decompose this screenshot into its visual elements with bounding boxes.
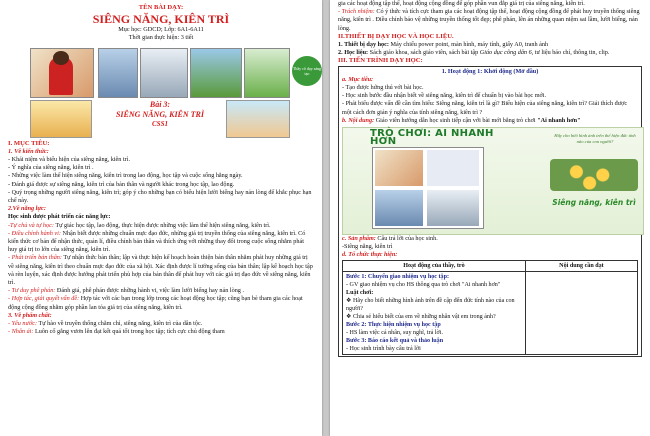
list-item: - Đánh giá được sự siêng năng, kiên trì của bản thân và người khác trong học tập, lao động. <box>8 180 235 188</box>
list-item <box>8 230 314 255</box>
list-item-text: Tự nhận thức bản thân; lập và thực hiện kế hoạch hoàn thiện bản thân nhằm phát huy những giá trị về siêng năng, kiên trì theo chuẩn mực đạo đức của xã hội. Xác định được lí tưởng sống của bản thân; lập kế hoạch học tập và rèn luyện, xác định được hướng phát triển phù hợp của bản thân để phát huy với các giá trị đạo đức về siêng năng, kiên trì. <box>8 254 313 287</box>
slide-title <box>98 100 222 136</box>
lesson-label: TÊN BÀI DẠY: <box>138 4 184 11</box>
equipment-text: Máy chiếu power point, màn hình, máy tính, giấy A0, tranh ảnh <box>390 41 549 49</box>
list-item-label: - Điều chỉnh hành vi: <box>8 229 61 237</box>
list-item <box>8 295 314 311</box>
product-text: Câu trả lời của học sinh. <box>377 235 438 243</box>
content-label: b. Nội dung: <box>342 116 375 124</box>
quality-list <box>8 320 314 336</box>
section-process: III. TIẾN TRÌNH DẠY HỌC: <box>338 57 423 65</box>
step-1-title: Bước 1: Chuyển giao nhiệm vụ học tập: <box>346 273 450 280</box>
list-item <box>8 222 314 230</box>
list-item-label: -Tự chủ và tự học: <box>8 221 54 229</box>
tree-photo <box>244 48 290 98</box>
responsibility-text: Có ý thức và tích cực tham gia các hoạt động tập thể, hoạt động cộng đồng để phát huy truyền thống siêng năng, kiên trì . Điều chỉnh bảo vệ những truyền thống tốt đẹp; phê phán, lên án những quan niệm sai lầm, lười biếng, nản lòng. <box>338 8 640 32</box>
logo-badge <box>292 56 322 86</box>
step-1-text: - GV giao nhiệm vụ cho HS thông qua trò chơi "Ai nhanh hơn" <box>346 281 501 288</box>
list-item <box>8 287 314 295</box>
list-item: - Học sinh bước đầu nhận biết về siêng năng, kiên trì để chuẩn bị vào bài học mới. <box>342 92 547 100</box>
slide-title-3: CSS1 <box>152 119 168 128</box>
list-item: - Khái niệm và biểu hiện của siêng năng, kiên trì. <box>8 156 130 164</box>
responsibility-paragraph <box>338 8 642 33</box>
content-game: "Ai nhanh hơn" <box>537 116 581 124</box>
list-item-text: Tự giác học tập, lao động, thực hiện được những việc làm thể hiện siêng năng, kiên trì. <box>55 221 271 229</box>
list-item-text: Hợp tác với các bạn trong lớp trong các hoạt động học tập; cũng bạn bè tham gia các hoạt động cộng đồng nhằm góp phần lan tỏa giá trị của siêng năng, kiên trì. <box>8 295 303 311</box>
table-row <box>343 271 638 354</box>
materials-text-c: tư liệu báo chí, thông tin, clip. <box>534 49 610 57</box>
step-3-text: - Học sinh trình bày câu trả lời <box>346 345 421 352</box>
lesson-cover-image <box>8 46 322 138</box>
banner-fruit-image <box>550 159 638 191</box>
product-line <box>342 235 638 243</box>
step-2-title: Bước 2: Thực hiện nhiệm vụ học tập <box>346 321 441 328</box>
materials-text-b: Giáo dục công dân 6, <box>479 49 534 57</box>
duration-line: Thời gian thực hiện: 3 tiết <box>128 34 194 42</box>
capacity-list <box>8 222 314 312</box>
list-item <box>8 328 314 336</box>
logo-text: Thầy cô dạy sáng tạo <box>292 65 322 76</box>
rules-label: Luật chơi: <box>346 289 374 296</box>
activity-box <box>338 66 642 357</box>
banner-photo-grid <box>372 147 484 229</box>
product-line-2: -Siêng năng, kiên trì <box>342 243 393 251</box>
list-item-label: - Nhân ái: <box>8 328 34 336</box>
list-item-text: Nhận biết được những chuẩn mực đạo đức, những giá trị truyền thống của siêng năng, kiên trì. Có kiến thức cơ bản để nhận thức, quản lí, điều chỉnh bản thân và thích ứng với những thay đổi trong cuộc sống nhằm phát huy giá trị to lớn của siêng năng, kiên trì. <box>8 229 306 254</box>
responsibility-label: - Trách nhiệm: <box>338 8 375 16</box>
equipment-line <box>338 41 642 49</box>
list-item-text: Tự hào về truyền thống chăm chỉ, siêng năng, kiên trì của dân tộc. <box>38 320 203 328</box>
right-document-page <box>330 0 650 436</box>
capacity-intro: Học sinh được phát triển các năng lực: <box>8 213 111 221</box>
list-item: - Quý trọng những người siêng năng, kiên trì; góp ý cho những bạn có biểu hiện lười biếng hay nản lòng để khắc phục hạn chế này. <box>8 188 312 205</box>
list-item: - Những việc làm thể hiện siêng năng, kiên trì trong lao động, học tập và cuộc sống hằng ngày. <box>8 172 243 180</box>
product-label: c. Sản phẩm: <box>342 235 376 243</box>
list-item: - Tạo được hứng thú với bài học. <box>342 84 424 92</box>
slide-title-2: SIÊNG NĂNG, KIÊN TRÌ <box>115 109 205 119</box>
table-cell-content <box>525 271 637 354</box>
continued-text: gia các hoạt động tập thể, hoạt động cộng đồng để góp phần vun đắp giá trị của siêng năng, kiên trì. <box>338 0 585 7</box>
list-item-label: - Yêu nước: <box>8 320 38 328</box>
game-banner <box>342 127 638 233</box>
content-line <box>342 117 638 125</box>
capacity-heading: 2.Về năng lực: <box>8 205 46 213</box>
list-item-label: - Phát triển bản thân: <box>8 254 62 262</box>
knowledge-list <box>8 156 314 205</box>
lesson-title: SIÊNG NĂNG, KIÊN TRÌ <box>92 12 230 27</box>
student-photo <box>30 48 94 98</box>
banner-photo-1 <box>375 150 423 186</box>
table-cell-activities <box>343 271 526 354</box>
banner-title: TRÒ CHƠI: AI NHANH HƠN <box>370 128 494 148</box>
list-item-text: Luôn cố gắng vươn lên đạt kết quả tốt trong học tập; tích cực chủ động tham <box>34 328 225 336</box>
banner-photo-4 <box>427 190 479 226</box>
activity-table <box>342 260 638 355</box>
table-header-row <box>343 260 638 271</box>
step-3-title: Bước 3: Báo cáo kết quả và thảo luận <box>346 337 444 344</box>
materials-label: 2. Học liệu: <box>338 49 369 57</box>
content-text: Giáo viên hướng dẫn học sinh tiếp cận với bài mới bằng trò chơi <box>375 116 536 124</box>
slide-title-1: Bài 3: <box>149 99 171 109</box>
goal-list <box>342 84 638 117</box>
org-label: d. Tổ chức thực hiện: <box>342 251 398 259</box>
field-photo <box>190 48 242 98</box>
step-2-text: - HS làm việc cá nhân, suy nghĩ, trả lời. <box>346 329 443 336</box>
section-equipment: II.THIẾT BỊ DẠY HỌC VÀ HỌC LIỆU. <box>338 32 454 40</box>
subject-line: Mục học: GDCD; Lớp: 6A1-6A11 <box>118 26 204 34</box>
cartoon-left <box>30 100 92 138</box>
equipment-label: 1. Thiết bị dạy học: <box>338 41 389 49</box>
banner-photo-3 <box>375 190 423 226</box>
cartoon-right <box>226 100 290 138</box>
runner-photo <box>140 48 188 98</box>
materials-text-a: Sách giáo khoa, sách giáo viên, sách bài tập <box>369 49 479 57</box>
list-item <box>8 254 314 287</box>
list-item: - Phát biểu được vấn đề cần tìm hiểu: Siêng năng, kiên trì là gì? Biểu hiện của siêng năng, kiên trì? Giải thích được một cách đơn giản ý nghĩa của tính siêng năng, kiên trì ? <box>342 100 628 116</box>
banner-photo-2 <box>427 150 479 186</box>
table-header-teacher-student: Hoạt động của thầy, trò <box>343 260 526 271</box>
quality-heading: 3. Về phẩm chất: <box>8 311 52 319</box>
list-item <box>8 320 314 328</box>
list-item-text: Đánh giá, phê phán được những hành vi, việc làm lười biếng hay nản lòng . <box>56 287 244 295</box>
activity-title: 1. Hoạt động 1: Khởi động (Mở đầu) <box>441 67 539 75</box>
goal-label: a. Mục tiêu: <box>342 75 374 83</box>
banner-question: Hãy cho biết hình ảnh trên thể hiện đức tính nào của con người? <box>554 133 636 145</box>
left-document-page <box>0 0 322 436</box>
list-item-label: - Hợp tác, giải quyết vấn đề: <box>8 295 80 303</box>
section-objectives: I. MỤC TIÊU: <box>8 139 50 147</box>
list-item: - Ý nghĩa của siêng năng, kiên trì . <box>8 164 94 172</box>
banner-caption: Siêng năng, kiên trì <box>552 198 636 208</box>
rule-1: ❖ Hãy cho biết những hình ảnh trên đề cập đến đức tính nào của con người? <box>346 297 515 312</box>
rule-2: ❖ Chia sẻ hiểu biết của em về những nhân vật em trong ảnh? <box>346 313 496 320</box>
table-header-content: Nội dung cần đạt <box>525 260 637 271</box>
list-item-label: - Tư duy phê phán: <box>8 287 56 295</box>
award-photo <box>98 48 138 98</box>
knowledge-heading: 1. Về kiến thức: <box>8 147 49 155</box>
